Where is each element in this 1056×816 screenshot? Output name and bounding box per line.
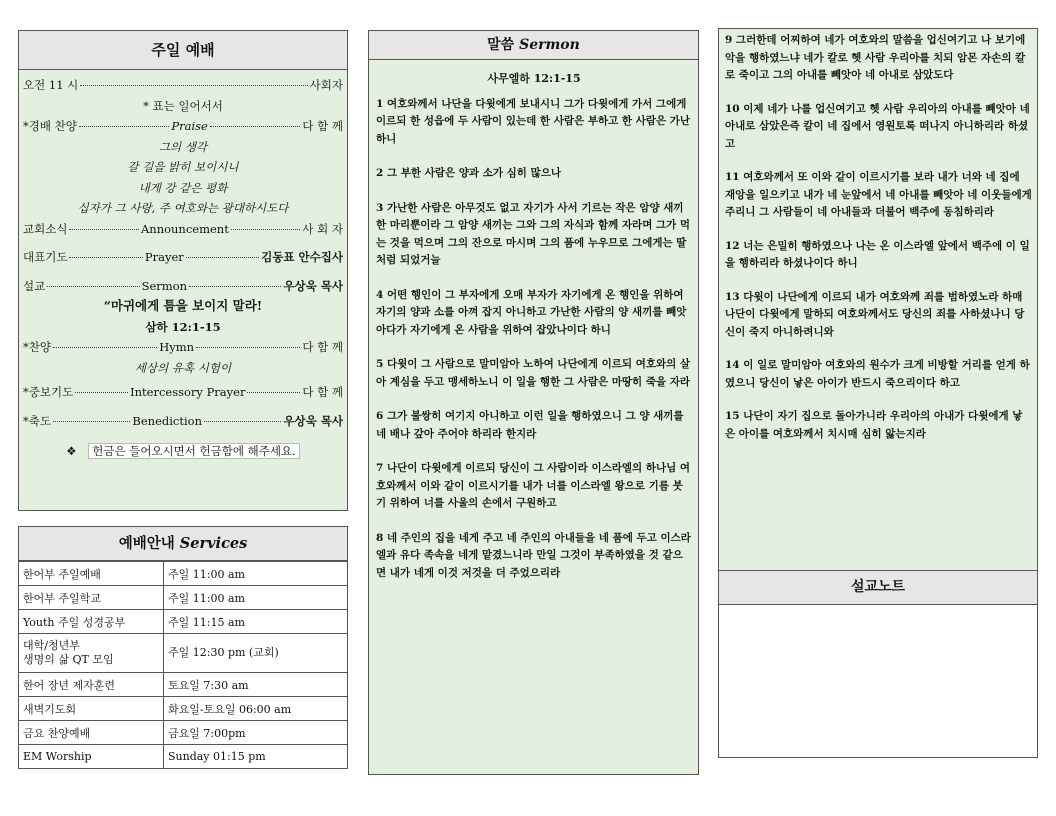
hymn-label: *찬양 bbox=[23, 340, 51, 354]
verse: 15 나단이 자기 집으로 돌아가니라 우리아의 아내가 다윗에게 낳은 아이를 여호와께서 치시매 심히 앓는지라 bbox=[725, 410, 1023, 440]
dot-leader bbox=[186, 257, 259, 258]
hymn-leader: 다 함 께 bbox=[302, 340, 344, 354]
order-row-sermon bbox=[23, 276, 343, 297]
verses-continued-body bbox=[719, 29, 1037, 443]
sermon-panel-title bbox=[369, 31, 698, 60]
sermon-reference: 삼하 12:1-15 bbox=[145, 319, 221, 334]
verse: 6 그가 불쌍히 여기지 아니하고 이런 일을 행하였으니 그 양 새끼를 네 배나 갚아 주어야 하리라 한지라 bbox=[376, 410, 684, 440]
hymn-en: Hymn bbox=[159, 340, 195, 354]
order-row-intercession bbox=[23, 382, 343, 403]
prayer-en: Prayer bbox=[144, 250, 184, 264]
dot-leader bbox=[80, 85, 307, 86]
sermon-title-ko: 말씀 bbox=[487, 37, 515, 53]
benediction-en: Benediction bbox=[132, 413, 202, 428]
offering-note bbox=[23, 441, 343, 462]
dot-leader bbox=[79, 126, 170, 127]
announce-label: 교회소식 bbox=[23, 221, 68, 236]
verse: 10 이제 네가 나를 업신여기고 헷 사람 우리아의 아내를 빼앗아 네 아내로 삼았은즉 칼이 네 집에서 영원토록 떠나지 아니하리라 하셨고 bbox=[725, 102, 1030, 150]
table-row: 새벽기도회 화요일-토요일 06:00 am bbox=[19, 697, 348, 721]
standing-note: * 표는 일어서서 bbox=[143, 98, 223, 113]
diamond-bullet-icon: ❖ bbox=[66, 444, 77, 458]
sermon-body bbox=[369, 60, 698, 582]
verse: 4 어떤 행인이 그 부자에게 오매 부자가 자기에게 온 행인을 위하여 자기의 양과 소를 아껴 잡지 아니하고 가난한 사람의 양 새끼를 빼앗아다가 자기에게 온 사람을 위하여 잡았나이다 하니 bbox=[376, 288, 687, 336]
leader-label: 사회자 bbox=[309, 78, 343, 92]
song-line: 그의 생각 bbox=[158, 139, 208, 154]
verse: 1 여호와께서 나단을 다윗에게 보내시니 그가 다윗에게 가서 그에게 이르되 한 성읍에 두 사람이 있는데 한 사람은 부하고 한 사람은 가난하니 bbox=[376, 97, 691, 145]
worship-order-body bbox=[19, 70, 347, 462]
verse: 12 너는 은밀히 행하였으나 나는 온 이스라엘 앞에서 백주에 이 일을 행하리라 하셨나이다 하니 bbox=[725, 239, 1030, 269]
order-row-time bbox=[23, 75, 343, 96]
benediction-leader: 우상욱 목사 bbox=[283, 413, 343, 428]
sermon-label: 설교 bbox=[23, 278, 46, 293]
table-row: 한어 장년 제자훈련 토요일 7:30 am bbox=[19, 673, 348, 697]
dot-leader bbox=[247, 392, 300, 393]
offering-text: 헌금은 들어오시면서 헌금함에 해주세요. bbox=[88, 443, 299, 459]
table-row: 금요 찬양예배 금요일 7:00pm bbox=[19, 721, 348, 745]
song-line: 십자가 그 사랑, 주 여호와는 광대하시도다 bbox=[77, 201, 289, 215]
intercession-label: *중보기도 bbox=[23, 385, 74, 399]
praise-label: *경배 찬양 bbox=[23, 119, 77, 133]
verse: 7 나단이 다윗에게 이르되 당신이 그 사람이라 이스라엘의 하나님 여호와께서 이와 같이 이르시기를 내가 너를 이스라엘 왕으로 기름 붓기 위하여 너를 사울의 손에서 구원하고 bbox=[376, 462, 691, 509]
dot-leader bbox=[189, 286, 281, 287]
dot-leader bbox=[210, 126, 301, 127]
order-row-announce bbox=[23, 219, 343, 240]
song-line: 갈 길을 밝히 보이시니 bbox=[127, 160, 239, 174]
order-row-benediction bbox=[23, 411, 343, 432]
verse: 14 이 일로 말미암아 여호와의 원수가 크게 비방할 거리를 얻게 하였으니 당신이 낳은 아이가 반드시 죽으리이다 하고 bbox=[725, 359, 1030, 389]
table-row: EM Worship Sunday 01:15 pm bbox=[19, 745, 348, 769]
announce-leader: 사 회 자 bbox=[302, 221, 344, 236]
dot-leader bbox=[204, 421, 281, 422]
verse: 5 다윗이 그 사람으로 말미암아 노하여 나단에게 이르되 여호와의 살아 계심을 두고 맹세하노니 이 일을 행한 그 사람은 마땅히 죽을 자라 bbox=[376, 358, 691, 388]
dot-leader bbox=[69, 257, 142, 258]
sermon-panel bbox=[368, 30, 699, 775]
praise-leader: 다 함 께 bbox=[302, 119, 343, 133]
verse: 2 그 부한 사람은 양과 소가 심히 많으나 bbox=[376, 167, 562, 179]
order-row-praise bbox=[23, 116, 343, 137]
dot-leader bbox=[69, 229, 139, 230]
prayer-label: 대표기도 bbox=[23, 250, 68, 264]
sermon-title-en: Sermon bbox=[519, 37, 580, 53]
intercession-en: Intercessory Prayer bbox=[130, 385, 246, 399]
scripture-reference: 사무엘하 12:1-15 bbox=[487, 72, 581, 85]
dot-leader bbox=[196, 347, 300, 348]
services-title-en: Services bbox=[179, 535, 248, 552]
services-table bbox=[18, 561, 348, 769]
announce-en: Announcement bbox=[140, 221, 229, 236]
hymn-title: 세상의 유혹 시험이 bbox=[134, 360, 232, 375]
services-title-ko: 예배안내 bbox=[118, 536, 175, 552]
services-title bbox=[18, 526, 348, 561]
verse: 11 여호와께서 또 이와 같이 이르시기를 보라 내가 너와 네 집에 재앙을 일으키고 내가 네 눈앞에서 네 아내를 빼앗아 네 이웃들에게 주리니 그 사람들이 네 아내들과 더불어 백주에 동침하리라 bbox=[725, 171, 1032, 218]
table-row: 한어부 주일학교 주일 11:00 am bbox=[19, 586, 348, 610]
intercession-leader: 다 함 께 bbox=[302, 385, 343, 399]
dot-leader bbox=[53, 421, 130, 422]
order-row-prayer bbox=[23, 247, 343, 268]
table-row: 대학/청년부 생명의 삶 QT 모임 주일 12:30 pm (교회) bbox=[19, 634, 348, 673]
verse: 13 다윗이 나단에게 이르되 내가 여호와께 죄를 범하였노라 하매 나단이 다윗에게 말하되 여호와께서도 당신의 죄를 사하셨나니 당신이 죽지 아니하려니와 bbox=[725, 290, 1025, 338]
verses-continued-panel bbox=[718, 28, 1038, 570]
verse: 3 가난한 사람은 아무것도 없고 자기가 사서 기르는 작은 암양 새끼 한 마리뿐이라 그 암양 새끼는 그와 그의 자식과 함께 자라며 그가 먹는 것을 먹으며 그의 잔으로 마시며 그의 품에 누우므로 그에게는 딸처럼 되었거늘 bbox=[376, 201, 691, 266]
table-row: 한어부 주일예배 주일 11:00 am bbox=[19, 562, 348, 586]
dot-leader bbox=[75, 392, 128, 393]
dot-leader bbox=[47, 286, 139, 287]
dot-leader bbox=[53, 347, 157, 348]
sermon-en: Sermon bbox=[141, 278, 188, 293]
worship-order-title: 주일 예배 bbox=[19, 31, 347, 70]
sermon-leader: 우상욱 목사 bbox=[283, 278, 344, 293]
time-label: 오전 11 시 bbox=[23, 78, 79, 92]
order-row-hymn bbox=[23, 337, 343, 358]
prayer-leader: 김동표 안수집사 bbox=[261, 250, 343, 264]
table-row: Youth 주일 성경공부 주일 11:15 am bbox=[19, 610, 348, 634]
worship-order-panel bbox=[18, 30, 348, 511]
sermon-notes-panel bbox=[718, 570, 1038, 758]
song-line: 내게 강 같은 평화 bbox=[138, 180, 228, 195]
praise-en: Praise bbox=[171, 119, 208, 133]
dot-leader bbox=[231, 229, 301, 230]
verse: 9 그러한데 어찌하여 네가 여호와의 말씀을 업신여기고 나 보기에 악을 행하였느냐 네가 칼로 헷 사람 우리아를 치되 암몬 자손의 칼로 죽이고 그의 아내를 빼앗아 네 아내로 삼았도다 bbox=[725, 34, 1026, 81]
benediction-label: *축도 bbox=[23, 413, 51, 428]
sermon-title: “마귀에게 틈을 보이지 말라! bbox=[103, 298, 263, 313]
services-panel bbox=[18, 526, 348, 769]
verse: 8 네 주인의 집을 네게 주고 네 주인의 아내들을 네 품에 두고 이스라엘과 유다 족속을 네게 맡겼느니라 만일 그것이 부족하였을 것 같으면 내가 네게 이것 저것을 더 주었으리라 bbox=[376, 531, 691, 579]
sermon-notes-title: 설교노트 bbox=[719, 571, 1037, 605]
